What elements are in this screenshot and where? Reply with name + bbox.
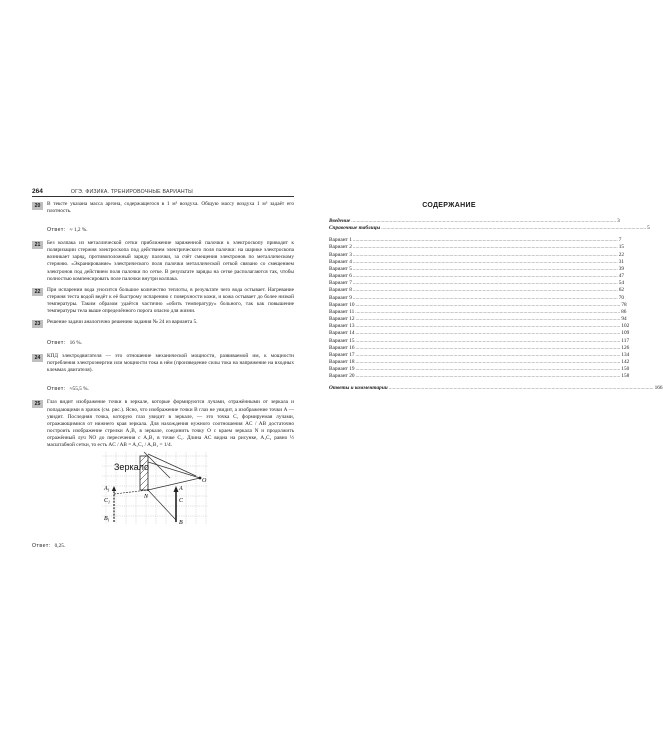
eye-point (199, 477, 202, 480)
answers-column (32, 201, 294, 452)
toc-label: Вариант 17 (329, 351, 355, 358)
answer-item-20 (32, 201, 294, 215)
toc-page: 39 (618, 265, 624, 272)
toc-page: 158 (621, 373, 630, 380)
toc-label: Вариант 2 (329, 244, 352, 251)
toc-label: Справочные таблицы (329, 225, 381, 232)
label-A: A (179, 486, 183, 492)
toc-label: Ответы и комментарии (329, 385, 388, 392)
toc-page: 22 (618, 251, 624, 258)
answer-label: Ответ: (47, 386, 66, 393)
answer-item-23 (32, 319, 294, 328)
answer-value: 16 %. (69, 340, 82, 347)
toc-page: 109 (621, 330, 630, 337)
answer-text: При испарении вода уносится большое количество теплоты, в результате чего вода остывает. Нагревание стержня теста водой ведёт к её быстрому испарению с поверхности кожи, и кожа остывает до более низкой температуры. Таким образом удаётся частично «обить температуру» больного, так как повышение температуры тела выше определённого порога опасно для жизни. (47, 286, 294, 315)
answer-item-22 (32, 287, 294, 315)
toc-page: 86 (621, 308, 627, 315)
toc-page: 126 (621, 344, 630, 351)
task-number-box: 23 (32, 320, 43, 328)
answer-item-25 (32, 399, 294, 449)
answer-label: Ответ: (47, 227, 66, 234)
toc-page: 47 (618, 273, 624, 280)
toc-label: Вариант 12 (329, 316, 355, 323)
toc-entry[interactable]: Вариант 6 ........................................................................................................................................................................................................ 47 (329, 273, 624, 280)
toc-entry[interactable]: Справочные таблицы ........................................................................................................................................................................................................ 5 (329, 225, 650, 232)
toc-entry[interactable]: Вариант 4 ........................................................................................................................................................................................................ 31 (329, 258, 624, 265)
answer-value: 0,25. (54, 543, 66, 549)
toc-entry[interactable]: Вариант 7 ........................................................................................................................................................................................................ 54 (329, 280, 624, 287)
left-page-header (32, 188, 294, 197)
answer-line (32, 377, 294, 395)
task-number-box: 20 (32, 202, 43, 210)
table-of-contents (329, 202, 663, 393)
label-N: N (144, 494, 149, 500)
answer-text: Глаз видит изображение точки в зеркале, которые формируются лучами, отражёнными от зеркала и попадающими в зрачок (см. рис.). Ясно, что изображение точки B глаз не увидит, а изображение точки A — увидит. Последняя точка, которую глаз увидит в зеркале, — это точка C, формируемая лучами, отражающимися от нижнего края зеркала. Для нахождения нужного соотношения AC / AB достаточно построить изображение стрелки A₁B₁ в зеркале, соединить точку O с краем зеркала N и продолжить отражённый луч NO до пересечения с A₁B₁ в точке C₁. Длина AC видна на рисунке, A₁C₁ равно ½ масштабной сетки, то есть AC / AB = A₁C₁ / A₁B₁ = 1/4. (47, 399, 294, 448)
toc-label: Вариант 20 (329, 373, 355, 380)
label-A1: $A_1$ (104, 486, 110, 493)
toc-page: 117 (621, 337, 630, 344)
mirror-label: Зеркало (114, 462, 149, 472)
toc-label: Вариант 19 (329, 366, 355, 373)
toc-entry[interactable]: Введение ........................................................................................................................................................................................................ 3 (329, 218, 620, 224)
answer-text: КПД электродвигателя — это отношение механической мощности, развиваемой им, к мощности потребления электроэнергии или мощности тока в нём (произведение силы тока на напряжение на входных клеммах двигателя). (47, 353, 294, 374)
mirror-ray-diagram (100, 448, 210, 526)
toc-title: СОДЕРЖАНИЕ (422, 202, 476, 209)
task-number-box: 25 (32, 400, 43, 408)
toc-entry[interactable]: Вариант 16 ........................................................................................................................................................................................................ 126 (329, 344, 630, 351)
toc-entry[interactable]: Вариант 8 ........................................................................................................................................................................................................ 62 (329, 287, 624, 294)
toc-label: Вариант 13 (329, 323, 355, 330)
toc-label: Вариант 8 (329, 287, 352, 294)
label-C: C (179, 498, 184, 504)
toc-entry[interactable]: Вариант 13 ........................................................................................................................................................................................................ 102 (329, 323, 630, 330)
toc-page: 134 (621, 351, 630, 358)
toc-label: Вариант 18 (329, 358, 355, 365)
toc-page: 70 (618, 294, 624, 301)
toc-entry[interactable]: Вариант 19 ........................................................................................................................................................................................................ 150 (329, 366, 630, 373)
toc-label: Вариант 5 (329, 265, 352, 272)
toc-page: 150 (621, 366, 630, 373)
toc-page: 3 (617, 218, 620, 224)
toc-entry[interactable]: Вариант 3 ........................................................................................................................................................................................................ 22 (329, 251, 624, 258)
toc-entry[interactable]: Вариант 10 ........................................................................................................................................................................................................ 78 (329, 301, 627, 308)
toc-label: Вариант 15 (329, 337, 355, 344)
answer-text: Решение задачи аналогично решению задания № 24 из варианта 5. (47, 319, 198, 326)
toc-label: Вариант 11 (329, 308, 355, 315)
task-number-box: 21 (32, 241, 43, 249)
image-arrowhead (112, 486, 116, 491)
toc-entry[interactable]: Вариант 5 ........................................................................................................................................................................................................ 39 (329, 265, 624, 272)
label-O: O (202, 478, 207, 484)
toc-page: 94 (621, 316, 627, 323)
toc-entry[interactable]: Вариант 14 ........................................................................................................................................................................................................ 109 (329, 330, 630, 337)
answer-line (32, 331, 294, 349)
answer-label: Ответ: (32, 543, 51, 549)
toc-entry[interactable]: Ответы и комментарии ........................................................................................................................................................................................................ 166 (329, 385, 663, 392)
toc-entry[interactable]: Вариант 2 ........................................................................................................................................................................................................ 15 (329, 244, 624, 251)
answer-value: ≈55,5 %. (69, 386, 89, 393)
final-answer-line (32, 534, 65, 552)
answer-line (32, 218, 294, 236)
toc-label: Вариант 16 (329, 344, 355, 351)
toc-page: 5 (647, 225, 650, 232)
toc-entry[interactable]: Вариант 17 ........................................................................................................................................................................................................ 134 (329, 351, 630, 358)
toc-entry[interactable]: Вариант 1 ........................................................................................................................................................................................................ 7 (329, 237, 622, 244)
answer-value: ≈ 1,2 %. (69, 227, 88, 234)
page-number: 264 (32, 188, 43, 195)
toc-page: 166 (654, 385, 663, 392)
label-B: B (179, 520, 183, 526)
toc-page: 62 (618, 287, 624, 294)
toc-entry[interactable]: Вариант 20 ........................................................................................................................................................................................................ 158 (329, 373, 630, 380)
running-title: ОГЭ. ФИЗИКА. ТРЕНИРОВОЧНЫЕ ВАРИАНТЫ (70, 189, 193, 195)
task-number-box: 22 (32, 288, 43, 296)
toc-page: 31 (618, 258, 624, 265)
toc-label: Вариант 7 (329, 280, 352, 287)
toc-page: 102 (621, 323, 630, 330)
mirror-edge-point (147, 489, 149, 491)
toc-page: 7 (618, 237, 622, 244)
answer-item-21 (32, 240, 294, 283)
answer-text: Без колпака из металлической сетки приближение заряженной палочки к электроскопу приводит к поляризации стержня электроскопа под действием электрического поля палочки: на шарике электроскопа возникает заряд, противоположный заряду палочки, за счёт смещения электронов по металлическому стержню. «Экранирование» электрического поля палочки металлической сеткой связано со смещением электронов под действием поля палочки по сетке. В результате заряды на сетке располагаются так, чтобы полностью компенсировать поле палочки внутри колпака. (47, 240, 294, 282)
toc-entry[interactable]: Вариант 15 ........................................................................................................................................................................................................ 117 (329, 337, 630, 344)
toc-label: Вариант 6 (329, 273, 352, 280)
toc-entry[interactable]: Вариант 18 ........................................................................................................................................................................................................ 142 (329, 358, 630, 365)
toc-label: Вариант 4 (329, 258, 352, 265)
toc-label: Вариант 10 (329, 301, 355, 308)
label-C1: $C_1$ (104, 498, 111, 505)
toc-entry[interactable]: Вариант 9 ........................................................................................................................................................................................................ 70 (329, 294, 624, 301)
toc-label: Вариант 14 (329, 330, 355, 337)
task-number-box: 24 (32, 354, 43, 362)
toc-page: 142 (621, 358, 630, 365)
answer-item-24 (32, 353, 294, 374)
toc-label: Вариант 9 (329, 294, 352, 301)
label-B1: $B_1$ (104, 516, 110, 523)
toc-page: 78 (621, 301, 627, 308)
toc-page: 54 (618, 280, 624, 287)
toc-label: Вариант 3 (329, 251, 352, 258)
toc-label: Вариант 1 (329, 237, 352, 244)
toc-page: 15 (618, 244, 624, 251)
toc-label: Введение (329, 218, 351, 224)
toc-entry[interactable]: Вариант 12 ........................................................................................................................................................................................................ 94 (329, 316, 627, 323)
object-arrowhead (174, 486, 179, 492)
toc-entry[interactable]: Вариант 11 ........................................................................................................................................................................................................ 86 (329, 308, 627, 315)
answer-label: Ответ: (47, 340, 66, 347)
answer-text: В тексте указана масса аргона, содержащегося в 1 м³ воздуха. Общую массу воздуха 1 м³ задаёт его плотность. (47, 201, 294, 215)
